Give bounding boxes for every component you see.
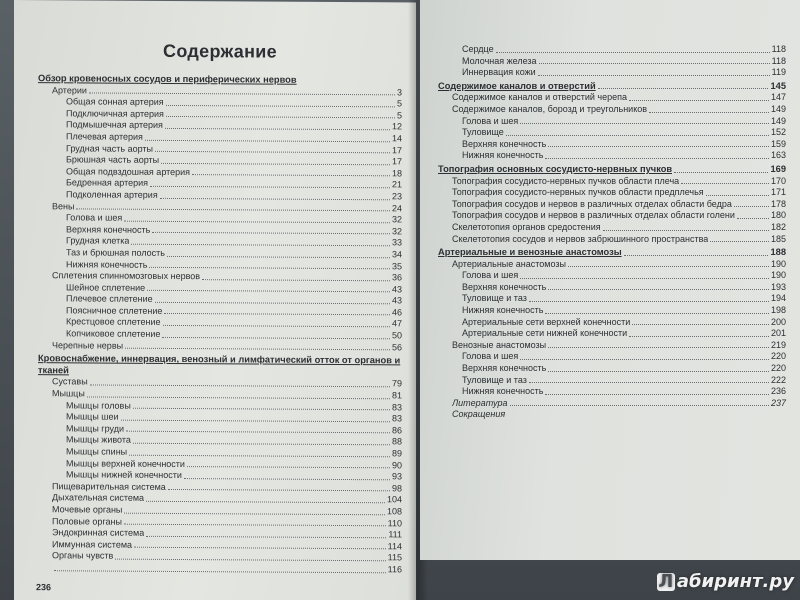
toc-entry [38,340,402,354]
dot-leader [202,279,390,281]
toc-page-number: 32 [391,226,402,237]
toc-page-number: 34 [391,249,402,260]
toc-entry [438,234,786,246]
labirint-logo-icon: Л [658,571,674,592]
dot-leader [624,255,769,256]
dot-leader [54,570,386,573]
dot-leader [598,88,769,89]
toc-page-number: 219 [770,339,786,350]
toc-entry-text: Голова и шея [462,351,519,362]
toc-entry-text: Обзор кровеносных сосудов и периферических нервов [38,73,297,85]
toc-entry-text: Артериальные и венозные анастомозы [438,247,622,258]
toc-page-number: 23 [391,191,402,202]
toc-entry-text: Общая подвздошная артерия [66,166,191,177]
dot-leader [87,396,390,399]
toc-page-number: 108 [386,506,402,517]
toc-page-number: 147 [770,92,786,103]
toc-page-number: 236 [770,386,786,397]
right-page [420,0,800,560]
dot-leader [166,105,395,107]
toc-page-number: 220 [770,363,786,374]
toc-entry [438,305,786,317]
toc-page-number: 159 [770,138,786,149]
toc-entry-text: Голова и шея [462,115,519,126]
toc-page-number: 198 [770,305,786,316]
dot-leader [168,489,390,491]
toc-page-number: 46 [391,307,402,318]
toc-section-heading [438,247,786,259]
toc-entry-text: Сердце [462,44,494,54]
toc-page-number: 222 [770,374,786,385]
toc-page-number: 56 [391,341,402,353]
toc-page-number: 35 [391,260,402,271]
dot-leader [125,348,390,351]
toc-page-number: 237 [770,397,786,408]
dot-leader [506,135,769,136]
toc-entry-text: Кровоснабжение, иннервация, венозный и лимфатический отток от органов и тканей [38,353,401,376]
toc-entry [438,44,786,56]
dot-leader [124,524,386,527]
toc-page-number: 93 [391,471,402,482]
toc-page-number: 18 [391,168,402,179]
toc-page-number: 200 [770,316,786,327]
toc-page-number: 180 [770,210,786,221]
toc-entry [438,259,786,271]
toc-entry-text: Голова и шея [462,270,519,281]
toc-page-number: 169 [770,163,786,174]
toc-entry-text: Скелетотопия органов средостения [452,221,601,232]
toc-page-number: 32 [391,214,402,225]
toc-page-number: 114 [387,541,402,552]
toc-entry-text: Топография сосудисто-нервных пучков области плеча [452,175,680,186]
toc-entry-text: Общая сонная артерия [66,96,164,108]
dot-leader [632,324,769,325]
toc-entry-text: Грудная часть аорты [66,142,153,154]
toc-entry-text: Копчиковое сплетение [66,328,161,339]
toc-entry-text: Пищеварительная система [52,481,166,492]
toc-entry-text: Верхняя конечность [462,363,547,374]
toc-entry-text: Сокращения [452,409,506,420]
dot-leader [520,278,769,279]
dot-leader [121,419,390,422]
dot-leader [649,112,769,113]
dot-leader [150,186,390,188]
dot-leader [129,454,390,457]
toc-page-number: 17 [391,144,402,155]
toc-page-number: 182 [770,221,786,232]
toc-page-number: 83 [391,413,402,424]
toc-entry-text: Подколенная артерия [66,189,158,200]
toc-page-number: 43 [391,283,402,295]
toc-page-number: 90 [391,459,402,470]
toc-entry-text: Топография сосудисто-нервных пучков области предплечья [452,187,704,198]
toc-entry-text: Крестцовое сплетение [66,316,161,328]
toc-page-number: 115 [387,552,402,563]
toc-page-number: 12 [391,121,402,132]
toc-entry-text: Туловище и таз [462,374,527,385]
toc-page-number: 190 [770,270,786,281]
toc-entry [438,317,786,329]
dot-leader [145,139,390,141]
dot-leader [164,313,390,315]
toc-entry-text: Нижняя конечность [462,305,544,316]
left-page [14,0,416,600]
dot-leader [568,266,769,267]
toc-entry-text: Верхняя конечность [66,224,151,235]
dot-leader [115,559,385,562]
dot-leader [165,128,390,130]
toc-page-number: 170 [770,175,786,186]
toc-entry [438,104,786,116]
toc-entry-text: Мышцы верхней конечности [66,457,185,469]
toc-entry-text: Дыхательная система [52,492,145,504]
toc-page-number: 220 [770,351,786,362]
toc-page-number: 3 [396,86,402,97]
toc-page-number: 33 [391,237,402,248]
toc-page-number: 43 [391,295,402,306]
toc-entry-text: Подмышечная артерия [66,119,163,131]
toc-entry-text: Таз и брюшная полость [66,247,165,258]
dot-leader [131,244,390,247]
dot-leader [529,301,769,302]
toc-entry-text: Подключичная артерия [66,108,164,119]
toc-page-number: 145 [770,80,786,91]
toc-entry-text: Артериальные анастомозы [452,258,566,269]
toc-entry [438,116,786,128]
toc-page-number: 111 [388,529,402,540]
dot-leader [192,174,390,176]
toc-entry [438,282,786,294]
toc-page-number: 83 [391,401,402,412]
dot-leader [674,172,768,173]
toc-entry-text: Мышцы нижней конечности [66,469,182,481]
dot-leader [155,302,390,304]
dot-leader [545,313,769,314]
toc-entry [438,176,786,188]
toc-section-heading [438,164,786,176]
toc-entry-text: Поясничное сплетение [66,305,163,316]
dot-leader [629,336,769,337]
dot-leader [545,158,769,159]
toc-entry-text: Иннервация кожи [462,67,536,78]
toc-entry [438,386,786,398]
dot-leader [496,52,770,53]
toc-entry-text: Венозные анастомозы [452,339,547,350]
dot-leader [548,289,769,290]
dot-leader [548,347,769,348]
toc-page-number: 163 [770,150,786,161]
toc-entry-text: Нижняя конечность [66,258,148,270]
toc-entry [438,351,786,363]
dot-leader [545,394,769,395]
toc-page-number: 118 [771,55,786,66]
toc-entry [438,375,786,387]
dot-leader [706,195,769,196]
dot-leader [90,384,390,387]
toc-entry-text: Скелетотопия сосудов и нервов забрюшинного пространства [452,233,709,244]
toc-entry-text: Содержимое каналов и отверстий [438,80,596,91]
toc-page-number: 89 [391,448,402,459]
toc-entry-text: Бедренная артерия [66,177,149,189]
dot-leader [89,93,395,96]
dot-leader [538,75,770,76]
toc-entry-text: Вены [52,200,75,211]
dot-leader [147,290,390,292]
dot-leader [162,337,390,339]
dot-leader [184,478,390,480]
toc-page-number: 86 [391,425,402,436]
toc-entry [438,199,786,211]
dot-leader [163,325,390,327]
dot-leader [734,206,769,207]
toc-page-number: 149 [770,115,786,126]
toc-page-number: 188 [770,247,786,258]
toc-entry-text: Брюшная часть аорты [66,154,160,166]
toc-page-number: 88 [391,436,402,447]
toc-page-number: 110 [387,517,402,528]
dot-leader [520,123,769,124]
dot-leader [548,146,769,147]
toc-entry-text: Мышцы [52,388,85,399]
toc-entry-text: Органы чувств [52,550,114,561]
toc-page-number: 119 [771,67,786,78]
toc-page-number: 50 [391,330,402,341]
toc-entry-text: Артериальные сети нижней конечности [462,328,628,339]
toc-page-number: 171 [770,187,786,198]
dot-leader [737,218,769,219]
toc-entry-text: Грудная клетка [66,235,130,247]
toc-entry [438,328,786,340]
toc-entry-text: Туловище и таз [462,293,527,304]
dot-leader [548,371,769,372]
toc-entry-text: Литература [452,397,508,408]
toc-entry-text: Мышцы груди [66,423,124,434]
toc-entry [438,150,786,162]
toc-entry [438,222,786,234]
toc-page-number: 104 [386,494,402,505]
toc-entry-text: Верхняя конечность [462,138,547,149]
toc-entry [438,187,786,199]
toc-entry-text: Сплетения спинномозговых нервов [52,270,201,282]
dot-leader [134,547,386,550]
toc-page-number: 17 [391,156,402,167]
toc-entry [438,127,786,139]
toc-entry-text: Содержимое каналов, борозд и треугольников [452,103,648,114]
toc-entry-text: Топография основных сосудисто-нервных пучков [438,163,673,174]
dot-leader [155,151,390,153]
dot-leader [124,220,390,223]
dot-leader [187,466,390,468]
toc-entry-text: Плечевое сплетение [66,293,153,305]
dot-leader [133,443,390,446]
toc-page-number: 185 [770,233,786,244]
toc-entry [438,56,786,68]
toc-page-number: 98 [391,483,402,494]
dot-leader [161,163,390,165]
toc-entry-text: Половые органы [52,515,122,527]
toc-entry [438,210,786,222]
toc-entry-text: Нижняя конечность [462,150,544,161]
dot-leader [166,116,395,118]
dot-leader [520,359,769,360]
dot-leader [160,197,390,199]
dot-leader [149,267,390,269]
dot-leader [603,230,769,231]
toc-entry-text: Мышцы шеи [66,411,119,422]
toc-entry-text: Топография сосудов и нервов в различных отделах области бедра [452,198,732,209]
watermark-text: абиринт.ру [676,571,794,592]
toc-entry [438,67,786,79]
toc-entry-text: Нижняя конечность [462,386,544,397]
toc-page-number: 118 [771,44,786,54]
dot-leader [126,431,390,434]
toc-section-heading [38,73,402,87]
toc-page-number: 21 [391,179,402,190]
toc-entry-text: Мышцы головы [66,399,131,411]
toc-entry [438,340,786,352]
dot-leader [133,408,390,411]
toc-page-number: 152 [770,127,786,138]
toc-entry-text: Артерии [52,84,87,96]
toc-page-number: 81 [391,390,402,401]
dot-leader [152,232,390,234]
dot-leader [539,63,770,64]
toc-page-number: 178 [770,198,786,209]
toc-entry-text: Иммунная система [52,538,133,550]
toc-page-number: 24 [391,202,402,213]
toc-entry [438,139,786,151]
dot-leader [510,405,769,406]
dot-leader [146,501,385,503]
toc-page-number: 190 [770,258,786,269]
toc-entry-text: Черепные нервы [52,339,124,351]
dot-leader [76,209,390,212]
toc-entry-text: Мышцы живота [66,434,131,446]
toc-entry-text: Эндокринная система [52,527,145,538]
dot-leader [529,382,769,383]
toc-title: Содержание [163,40,277,62]
left-toc-list [38,73,402,576]
toc-page-number: 36 [391,272,402,283]
toc-page-number: 201 [770,328,786,339]
dot-leader [167,255,390,257]
toc-page-number: 149 [770,103,786,114]
toc-entry-text: Мочевые органы [52,504,123,515]
dot-leader [629,100,769,101]
toc-entry [438,293,786,305]
toc-entry-text: Туловище [462,127,504,138]
toc-entry-text: Шейное сплетение [66,282,146,293]
toc-entry [438,398,786,410]
toc-entry-text: Мышцы спины [66,446,128,457]
toc-page-number: 47 [391,318,402,329]
toc-entry-text: Верхняя конечность [462,281,547,292]
right-toc-list [438,44,786,421]
dot-leader [681,183,769,184]
toc-entry [438,363,786,375]
toc-page-number: 14 [391,133,402,144]
toc-entry [438,409,786,421]
toc-entry [438,270,786,282]
page-number: 236 [36,582,52,593]
toc-entry [38,562,402,576]
toc-section-heading [38,353,402,378]
toc-entry [438,92,786,104]
toc-page-number: 79 [391,378,402,389]
toc-page-number: 5 [396,98,402,109]
toc-entry-text: Голова и шея [66,212,123,223]
toc-page-number: 194 [770,293,786,304]
toc-entry-text: Артериальные сети верхней конечности [462,316,631,327]
toc-page-number: 5 [396,110,402,121]
toc-entry-text: Молочная железа [462,55,537,66]
dot-leader [710,241,769,242]
toc-page-number: 193 [770,281,786,292]
dot-leader [124,512,385,515]
labirint-watermark-logo [657,571,794,592]
dot-leader [146,536,386,538]
toc-section-heading [438,81,786,93]
toc-entry-text: Топография сосудов и нервов в различных отделах области голени [452,210,735,221]
toc-entry-text: Плечевая артерия [66,131,143,142]
toc-entry-text: Содержимое каналов и отверстий черепа [452,92,627,103]
toc-entry-text: Суставы [52,376,88,387]
toc-page-number: 116 [387,564,402,575]
